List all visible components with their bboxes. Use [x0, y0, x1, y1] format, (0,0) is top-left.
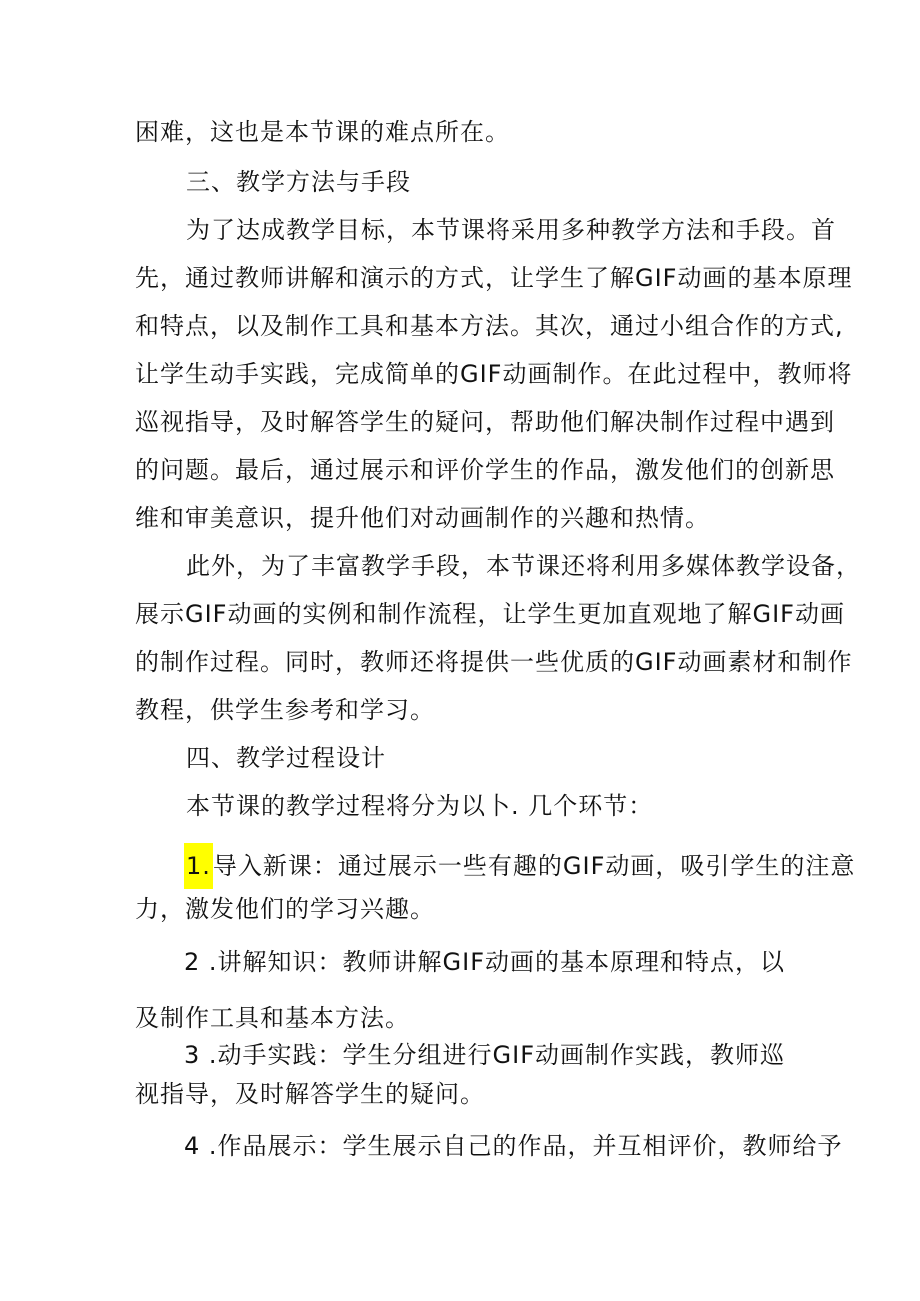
paragraph-line: 此外，为了丰富教学手段，本节课还将利用多媒体教学设备， [186, 552, 861, 580]
paragraph-line: 维和审美意识，提升他们对动画制作的兴趣和热情。 [135, 504, 710, 532]
paragraph-line: 让学生动手实践，完成简单的GIF动画制作。在此过程中，教师将 [135, 360, 853, 388]
paragraph-line: 巡视指导，及时解答学生的疑问，帮助他们解决制作过程中遇到 [135, 408, 835, 436]
paragraph-line: 先，通过教师讲解和演示的方式，让学生了解GIF动画的基本原理 [135, 264, 853, 292]
list-item-continuation: 及制作工具和基本方法。 [135, 1004, 410, 1032]
paragraph-line: 困难，这也是本节课的难点所在。 [135, 118, 510, 146]
paragraph-line: 本节课的教学过程将分为以卜. 几个环节： [186, 792, 654, 820]
paragraph-line: 的制作过程。同时，教师还将提供一些优质的GIF动画素材和制作 [135, 648, 853, 676]
paragraph-line: 教程，供学生参考和学习。 [135, 696, 435, 724]
list-item-text: 导入新课：通过展示一些有趣的GIF动画，吸引学生的注意 [212, 852, 856, 880]
paragraph-line: 和特点，以及制作工具和基本方法。其次，通过小组合作的方式, [135, 312, 844, 340]
list-item-3: 3 .动手实践：学生分组进行GIF动画制作实践，教师巡 [184, 1041, 786, 1069]
paragraph-line: 的问题。最后，通过展示和评价学生的作品，激发他们的创新思 [135, 456, 835, 484]
list-item-1 [184, 843, 855, 889]
section-heading-3: 三、教学方法与手段 [186, 168, 411, 196]
highlighted-number: 1. [184, 843, 213, 889]
list-item-continuation: 视指导，及时解答学生的疑问。 [135, 1080, 485, 1108]
section-heading-4: 四、教学过程设计 [186, 744, 386, 772]
paragraph-line: 为了达成教学目标，本节课将采用多种教学方法和手段。首 [186, 216, 836, 244]
list-item-4: 4 .作品展示：学生展示自己的作品，并互相评价，教师给予 [184, 1132, 843, 1160]
list-item-2: 2 .讲解知识：教师讲解GIF动画的基本原理和特点，以 [184, 948, 786, 976]
list-item-continuation: 力，激发他们的学习兴趣。 [135, 895, 435, 923]
paragraph-line: 展示GIF动画的实例和制作流程，让学生更加直观地了解GIF动画 [135, 600, 845, 628]
